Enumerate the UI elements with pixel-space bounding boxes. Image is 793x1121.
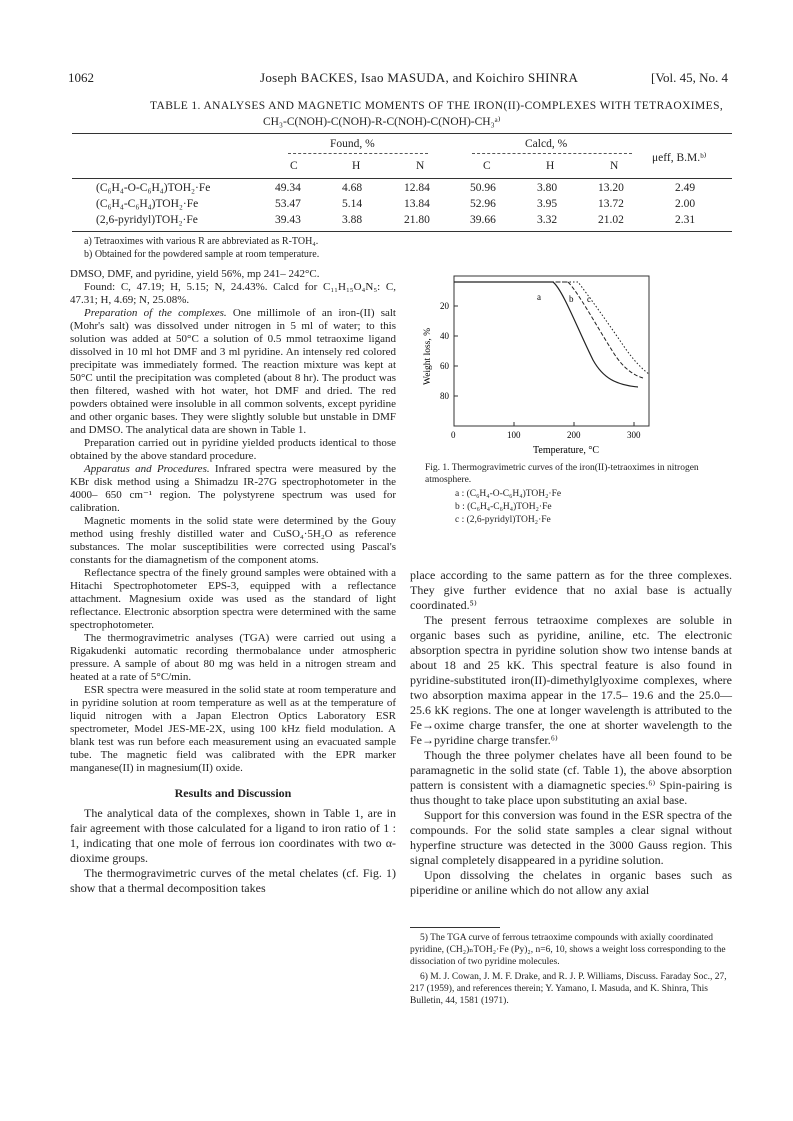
left-column bbox=[70, 268, 396, 896]
paragraph bbox=[70, 463, 396, 515]
paragraph: The analytical data of the complexes, shown in Table 1, are in fair agreement with those calculated for a ligand to iron ratio of 1 : 1, indicating that one mole of ferrous ion coordinates with two α-dioxime groups. bbox=[70, 806, 396, 865]
plot-frame bbox=[454, 276, 649, 426]
table-bottom-rule bbox=[72, 231, 732, 232]
paragraph: Though the three polymer chelates have all been found to be paramagnetic in the solid state (cf. Table 1), the above absorption pattern is consistent with a diamagnetic species.⁶⁾ Spin-pairing is thus thought to take place upon substituting an axial base. bbox=[410, 748, 732, 807]
y-tick-label: 40 bbox=[440, 331, 449, 341]
cell: 12.84 bbox=[404, 182, 430, 194]
paragraph: The present ferrous tetraoxime complexes are soluble in organic bases such as pyridine, aniline, etc. The electronic absorption spectra in pyridine solution show two intense bands at about 18 and 25 kK. This spectral feature is also found in pyridine-substituted iron(II)-dimethylglyoxime complexes, where two absorption maxima appear in the 17.5– 19.6 and the 25.0—25.6 kK regions. The one at longer wavelength is attributed to the Fe→oxime charge transfer, the one at shorter wavelength to the Fe→pyridine charge transfer.⁶⁾ bbox=[410, 613, 732, 747]
table-group-found: Found, % bbox=[330, 138, 375, 150]
paragraph-text: One millimole of an iron-(II) salt (Mohr's salt) was dissolved under nitrogen in 5 ml of water; to this solution was added at 50°C a solution of 0.5 mmol tetraoxime ligand dissolved in 10 ml hot DMF and 3 ml pyridine. An intensely red colored precipitate was immediately formed. The reaction mixture was kept at 50°C until the precipitation was completed (about 8 hr). The product was then filtered, washed with hot water, hot DMF and dried. The red powders obtained were insoluble in all common solvents, except pyridine and other organic bases. They were slightly soluble but unstable in DMF and DMSO. The analytical data are shown in Table 1. bbox=[70, 307, 396, 436]
row-name: (C₆H₄-O-C₆H₄)TOH₂·Fe bbox=[96, 182, 211, 194]
paragraph: Support for this conversion was found in the ESR spectra of the compounds. For the solid state samples a clear signal without hyperfine structure was detected in the 3000 Gauss region. This signal completely disappeared in a pyridine solution. bbox=[410, 808, 732, 867]
x-tick-label: 200 bbox=[567, 430, 581, 440]
paragraph: Magnetic moments in the solid state were determined by the Gouy method using freshly distilled water and CuSO₄·5H₂O as reference substances. The molar susceptibilities were corrected using Pascal's constants for the diamagnetism of the component atoms. bbox=[70, 515, 396, 566]
right-column bbox=[410, 568, 732, 898]
paragraph: The thermogravimetric analyses (TGA) were carried out using a Rigakudenki automatic recording thermobalance under atmospheric pressure. A sample of about 80 mg was held in a nitrogen stream and heated at a rate of 5°C/min. bbox=[70, 632, 396, 683]
section-heading: Results and Discussion bbox=[174, 786, 292, 800]
table-formula: CH₃-C(NOH)-C(NOH)-R-C(NOH)-C(NOH)-CH₃ᵃ⁾ bbox=[263, 116, 501, 128]
curve-label-b: b bbox=[569, 294, 574, 304]
cell: 2.31 bbox=[675, 214, 696, 226]
table-group-calcd: Calcd, % bbox=[525, 138, 568, 150]
x-axis-label: Temperature, °C bbox=[533, 445, 600, 456]
curve-c bbox=[454, 282, 649, 374]
cell: 39.66 bbox=[470, 214, 496, 226]
col-ueff: μeff, B.M.ᵇ⁾ bbox=[652, 152, 707, 164]
figure-caption: Fig. 1. Thermogravimetric curves of the iron(II)-tetraoximes in nitrogen atmosphere. bbox=[425, 463, 699, 485]
cell: 13.72 bbox=[598, 198, 624, 210]
cell: 52.96 bbox=[470, 198, 496, 210]
table-caption: TABLE 1. ANALYSES AND MAGNETIC MOMENTS OF THE IRON(II)-COMPLEXES WITH TETRAOXIMES, bbox=[150, 100, 724, 112]
curve-label-c: c bbox=[587, 294, 591, 304]
col-n-found: N bbox=[416, 160, 425, 172]
cell: 2.49 bbox=[675, 182, 696, 194]
cell: 13.20 bbox=[598, 182, 624, 194]
table-footnote-b: b) Obtained for the powdered sample at room temperature. bbox=[84, 249, 320, 260]
cell: 39.43 bbox=[275, 214, 301, 226]
y-axis-label: Weight loss, % bbox=[423, 327, 433, 385]
footnote-6: 6) M. J. Cowan, J. M. F. Drake, and R. J. P. Williams, Discuss. Faraday Soc., 27, 217 (1959), and references therein; Y. Yamano, I. Masuda, and K. Shinra, This Bulletin, 44, 1581 (1971). bbox=[410, 972, 727, 1006]
subsection-title: Apparatus and Procedures. bbox=[84, 463, 210, 475]
col-c-found: C bbox=[290, 160, 298, 172]
figure-legend-b: b : (C₆H₄-C₆H₄)TOH₂·Fe bbox=[455, 502, 552, 512]
table-header-rule bbox=[72, 178, 732, 179]
cell: 21.02 bbox=[598, 214, 624, 226]
paragraph: Reflectance spectra of the finely ground samples were obtained with a Hitachi Spectrophotometer EPS-3, equipped with a reflectance attachment. Magnesium oxide was used as the standard of light reflectance. Electronic absorption spectra were determined with the same spectrophotometer. bbox=[70, 567, 396, 631]
cell: 3.32 bbox=[537, 214, 558, 226]
cell: 50.96 bbox=[470, 182, 496, 194]
curve-b bbox=[454, 282, 643, 378]
cell: 3.80 bbox=[537, 182, 558, 194]
row-name: (C₆H₄-C₆H₄)TOH₂·Fe bbox=[96, 198, 199, 210]
tga-figure bbox=[418, 270, 663, 460]
col-h-found: H bbox=[352, 160, 361, 172]
paragraph: Found: C, 47.19; H, 5.15; N, 24.43%. Calcd for C₁₁H₁₅O₄N₅: C, 47.31; H, 4.69; N, 25.08%. bbox=[70, 281, 396, 306]
col-c-calcd: C bbox=[483, 160, 491, 172]
paragraph: ESR spectra were measured in the solid state at room temperature and in pyridine solution at room temperature as well as at the temperature of liquid nitrogen with a Japan Electron Optics Laboratory ESR spectrometer, Model JES-ME-2X, using 100 kHz field modulation. A blank test was run before each measurement using an evacuated sample tube. The magnetic field was calibrated with the EPR marker manganese(II) in magnesium(II) oxide. bbox=[70, 684, 396, 774]
footnote-5: 5) The TGA curve of ferrous tetraoxime compounds with axially coordinated pyridine, (CH₂)ₙTOH₂·Fe (Py)₂, n=6, 10, shows a weight loss corresponding to the dissociation of two pyridine molecules. bbox=[410, 933, 726, 967]
figure-legend-c: c : (2,6-pyridyl)TOH₂·Fe bbox=[455, 515, 551, 525]
curve-label-a: a bbox=[537, 292, 541, 302]
running-authors: Joseph BACKES, Isao MASUDA, and Koichiro SHINRA bbox=[260, 70, 579, 85]
calcd-brace bbox=[472, 153, 632, 154]
y-tick-label: 20 bbox=[440, 301, 449, 311]
y-tick-label: 60 bbox=[440, 361, 449, 371]
x-tick-label: 100 bbox=[507, 430, 521, 440]
col-n-calcd: N bbox=[610, 160, 619, 172]
paragraph bbox=[70, 307, 396, 437]
cell: 13.84 bbox=[404, 198, 430, 210]
cell: 4.68 bbox=[342, 182, 363, 194]
cell: 3.95 bbox=[537, 198, 558, 210]
footnote-rule bbox=[410, 927, 500, 928]
paragraph: place according to the same pattern as for the three complexes. They give further evidence that no axial base is actually coordinated.⁵⁾ bbox=[410, 568, 732, 612]
found-brace bbox=[288, 153, 428, 154]
x-tick-label: 0 bbox=[451, 430, 456, 440]
page-number: 1062 bbox=[68, 70, 94, 85]
table-footnote-a: a) Tetraoximes with various R are abbreviated as R-TOH₄. bbox=[84, 236, 319, 247]
cell: 21.80 bbox=[404, 214, 430, 226]
row-name: (2,6-pyridyl)TOH₂·Fe bbox=[96, 214, 198, 226]
x-tick-label: 300 bbox=[627, 430, 641, 440]
subsection-title: Preparation of the complexes. bbox=[84, 307, 227, 319]
col-h-calcd: H bbox=[546, 160, 555, 172]
paragraph: Upon dissolving the chelates in organic bases such as piperidine or aniline which do not allow any axial bbox=[410, 868, 732, 897]
cell: 49.34 bbox=[275, 182, 301, 194]
figure-legend-a: a : (C₆H₄-O-C₆H₄)TOH₂·Fe bbox=[455, 489, 562, 499]
y-tick-label: 80 bbox=[440, 391, 449, 401]
paragraph-text: Infrared spectra were measured by the KBr disk method using a Shimadzu IR-27G spectrophotometer in the 4000– 650 cm⁻¹ region. The polystyrene spectrum was used for calibration. bbox=[70, 463, 396, 514]
cell: 5.14 bbox=[342, 198, 363, 210]
curve-a bbox=[454, 282, 638, 387]
volume-label: [Vol. 45, No. 4 bbox=[651, 70, 729, 85]
paragraph: DMSO, DMF, and pyridine, yield 56%, mp 241– 242°C. bbox=[70, 268, 320, 280]
cell: 3.88 bbox=[342, 214, 363, 226]
footnotes bbox=[410, 932, 732, 1010]
cell: 2.00 bbox=[675, 198, 696, 210]
paragraph: The thermogravimetric curves of the metal chelates (cf. Fig. 1) show that a thermal decomposition takes bbox=[70, 866, 396, 895]
table-top-rule bbox=[72, 133, 732, 134]
cell: 53.47 bbox=[275, 198, 301, 210]
paragraph: Preparation carried out in pyridine yielded products identical to those obtained by the above standard procedure. bbox=[70, 437, 396, 462]
